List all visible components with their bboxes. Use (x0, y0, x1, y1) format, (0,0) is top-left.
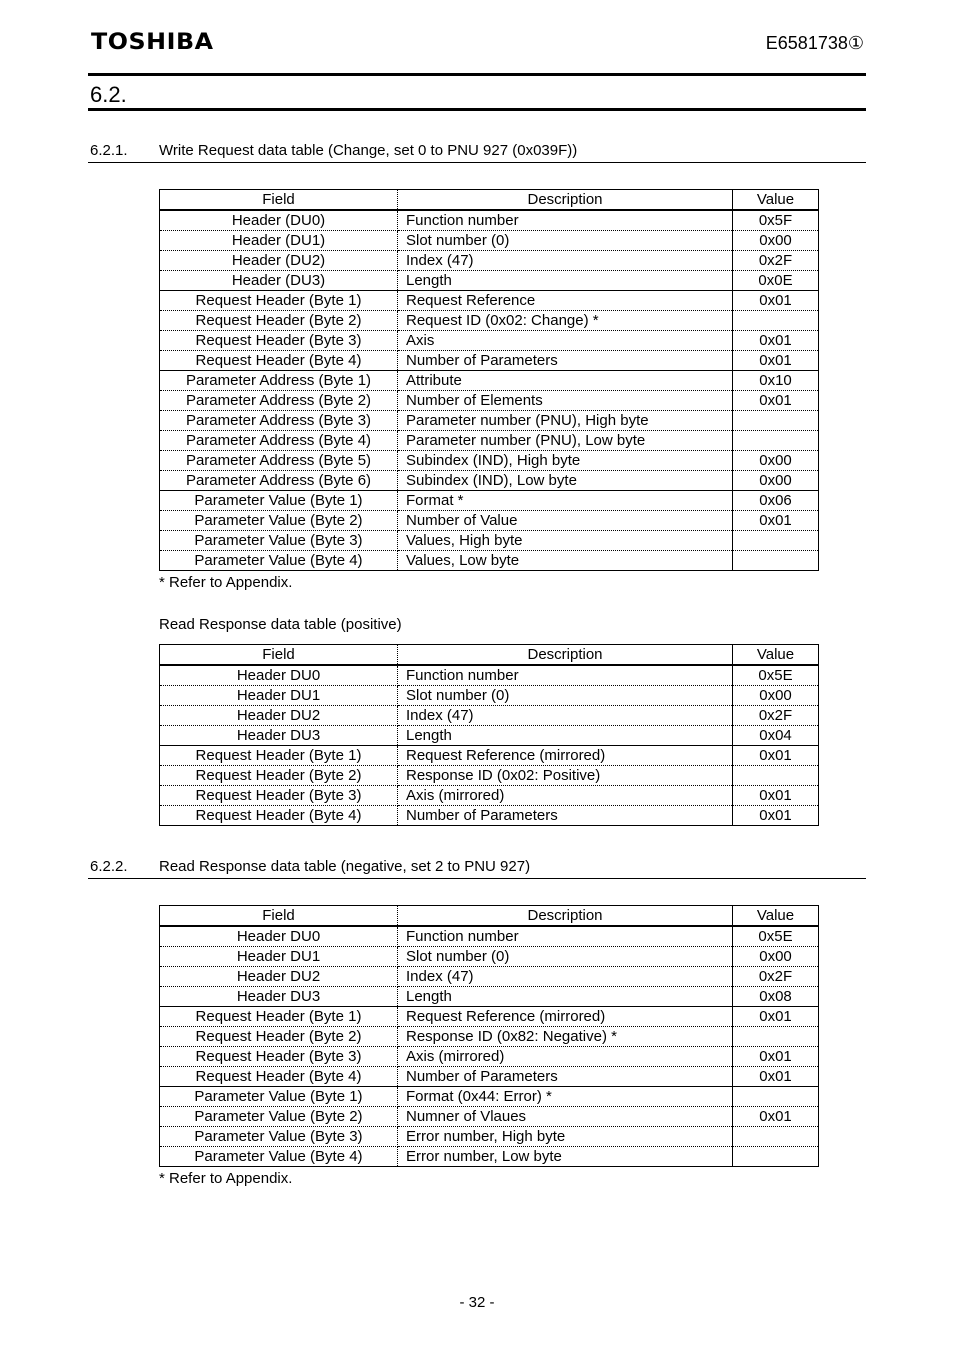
description-cell: Error number, Low byte (398, 1147, 733, 1167)
value-cell: 0x2F (733, 706, 819, 726)
table-row (160, 271, 819, 291)
table-row (160, 1087, 819, 1107)
value-cell (733, 431, 819, 451)
description-cell: Axis (mirrored) (398, 786, 733, 806)
value-cell: 0x2F (733, 967, 819, 987)
value-cell: 0x00 (733, 471, 819, 491)
value-cell: 0x04 (733, 726, 819, 746)
column-header-value: Value (733, 906, 819, 927)
column-header-value: Value (733, 190, 819, 211)
subsection-number: 6.2.1. (90, 142, 128, 159)
value-cell: 0x01 (733, 511, 819, 531)
table-row (160, 331, 819, 351)
description-cell: Subindex (IND), High byte (398, 451, 733, 471)
field-cell: Parameter Address (Byte 1) (160, 371, 398, 391)
table-row (160, 746, 819, 766)
table-row (160, 665, 819, 686)
field-cell: Header (DU3) (160, 271, 398, 291)
description-cell: Values, Low byte (398, 551, 733, 571)
field-cell: Header DU1 (160, 947, 398, 967)
description-cell: Length (398, 987, 733, 1007)
page-number: - 32 - (459, 1294, 495, 1311)
subsection-heading-1 (90, 142, 577, 159)
description-cell: Parameter number (PNU), Low byte (398, 431, 733, 451)
table-row (160, 531, 819, 551)
read-response-negative-table (159, 905, 819, 1167)
table-row (160, 511, 819, 531)
table-row (160, 411, 819, 431)
subsection-title: Write Request data table (Change, set 0 to PNU 927 (0x039F)) (159, 142, 578, 159)
field-cell: Header (DU2) (160, 251, 398, 271)
field-cell: Request Header (Byte 1) (160, 291, 398, 311)
value-cell: 0x00 (733, 231, 819, 251)
value-cell: 0x01 (733, 746, 819, 766)
table-row (160, 926, 819, 947)
description-cell: Function number (398, 210, 733, 231)
value-cell: 0x08 (733, 987, 819, 1007)
table-row (160, 391, 819, 411)
value-cell: 0x01 (733, 1107, 819, 1127)
field-cell: Request Header (Byte 4) (160, 351, 398, 371)
column-header-field: Field (160, 906, 398, 927)
header-rule (88, 73, 866, 76)
field-cell: Request Header (Byte 2) (160, 311, 398, 331)
value-cell: 0x00 (733, 686, 819, 706)
field-cell: Parameter Address (Byte 4) (160, 431, 398, 451)
table-row (160, 1107, 819, 1127)
description-cell: Number of Elements (398, 391, 733, 411)
field-cell: Parameter Value (Byte 1) (160, 1087, 398, 1107)
column-header-description: Description (398, 190, 733, 211)
description-cell: Numner of Vlaues (398, 1107, 733, 1127)
value-cell: 0x01 (733, 786, 819, 806)
value-cell: 0x01 (733, 391, 819, 411)
table-row (160, 210, 819, 231)
field-cell: Request Header (Byte 3) (160, 1047, 398, 1067)
table-row (160, 766, 819, 786)
column-header-description: Description (398, 645, 733, 666)
table-row (160, 686, 819, 706)
description-cell: Slot number (0) (398, 231, 733, 251)
description-cell: Format * (398, 491, 733, 511)
field-cell: Header (DU1) (160, 231, 398, 251)
description-cell: Subindex (IND), Low byte (398, 471, 733, 491)
field-cell: Parameter Value (Byte 4) (160, 1147, 398, 1167)
value-cell (733, 1127, 819, 1147)
description-cell: Format (0x44: Error) * (398, 1087, 733, 1107)
field-cell: Parameter Value (Byte 3) (160, 531, 398, 551)
table-row (160, 351, 819, 371)
description-cell: Function number (398, 665, 733, 686)
toshiba-logo: TOSHIBA (91, 30, 214, 55)
value-cell: 0x01 (733, 1047, 819, 1067)
field-cell: Request Header (Byte 4) (160, 1067, 398, 1087)
description-cell: Axis (398, 331, 733, 351)
value-cell: 0x01 (733, 1007, 819, 1027)
table-row (160, 471, 819, 491)
field-cell: Header DU3 (160, 726, 398, 746)
field-cell: Header DU3 (160, 987, 398, 1007)
table-row (160, 1027, 819, 1047)
value-cell: 0x10 (733, 371, 819, 391)
table-row (160, 967, 819, 987)
field-cell: Header (DU0) (160, 210, 398, 231)
subsection-rule (88, 162, 866, 163)
field-cell: Header DU0 (160, 665, 398, 686)
subsection-number: 6.2.2. (90, 858, 128, 875)
value-cell: 0x5E (733, 665, 819, 686)
description-cell: Number of Parameters (398, 806, 733, 826)
table-row (160, 987, 819, 1007)
write-request-table (159, 189, 819, 571)
description-cell: Parameter number (PNU), High byte (398, 411, 733, 431)
table-row (160, 947, 819, 967)
field-cell: Parameter Value (Byte 4) (160, 551, 398, 571)
value-cell: 0x5E (733, 926, 819, 947)
field-cell: Request Header (Byte 1) (160, 746, 398, 766)
field-cell: Parameter Value (Byte 2) (160, 1107, 398, 1127)
table-row (160, 291, 819, 311)
value-cell (733, 311, 819, 331)
field-cell: Request Header (Byte 2) (160, 1027, 398, 1047)
table-row (160, 491, 819, 511)
table-row (160, 1067, 819, 1087)
appendix-note: * Refer to Appendix. (159, 574, 293, 591)
description-cell: Index (47) (398, 706, 733, 726)
table-row (160, 431, 819, 451)
description-cell: Attribute (398, 371, 733, 391)
subsection-heading-2 (90, 858, 530, 875)
value-cell: 0x00 (733, 451, 819, 471)
description-cell: Function number (398, 926, 733, 947)
table-caption: Read Response data table (positive) (159, 616, 402, 633)
document-number: E6581738① (765, 33, 864, 53)
description-cell: Error number, High byte (398, 1127, 733, 1147)
table-row (160, 371, 819, 391)
appendix-note: * Refer to Appendix. (159, 1170, 293, 1187)
value-cell: 0x0E (733, 271, 819, 291)
value-cell (733, 551, 819, 571)
value-cell: 0x5F (733, 210, 819, 231)
description-cell: Response ID (0x82: Negative) * (398, 1027, 733, 1047)
table-row (160, 551, 819, 571)
table-row (160, 786, 819, 806)
description-cell: Axis (mirrored) (398, 1047, 733, 1067)
table-row (160, 311, 819, 331)
field-cell: Parameter Value (Byte 3) (160, 1127, 398, 1147)
table-row (160, 806, 819, 826)
section-rule (88, 108, 866, 111)
description-cell: Index (47) (398, 251, 733, 271)
table-row (160, 451, 819, 471)
field-cell: Parameter Address (Byte 5) (160, 451, 398, 471)
field-cell: Parameter Address (Byte 6) (160, 471, 398, 491)
value-cell (733, 1147, 819, 1167)
field-cell: Request Header (Byte 1) (160, 1007, 398, 1027)
field-cell: Request Header (Byte 3) (160, 331, 398, 351)
table-row (160, 706, 819, 726)
value-cell (733, 531, 819, 551)
value-cell (733, 1027, 819, 1047)
column-header-field: Field (160, 190, 398, 211)
description-cell: Request Reference (398, 291, 733, 311)
read-response-positive-table (159, 644, 819, 826)
field-cell: Parameter Address (Byte 2) (160, 391, 398, 411)
description-cell: Slot number (0) (398, 686, 733, 706)
field-cell: Header DU0 (160, 926, 398, 947)
column-header-field: Field (160, 645, 398, 666)
table-row (160, 1047, 819, 1067)
description-cell: Request Reference (mirrored) (398, 746, 733, 766)
description-cell: Number of Parameters (398, 1067, 733, 1087)
description-cell: Response ID (0x02: Positive) (398, 766, 733, 786)
table-row (160, 231, 819, 251)
value-cell: 0x01 (733, 351, 819, 371)
table-row (160, 1127, 819, 1147)
value-cell: 0x01 (759, 807, 792, 824)
value-cell (733, 766, 819, 786)
subsection-rule (88, 878, 866, 879)
description-cell: Number of Parameters (398, 351, 733, 371)
field-cell: Parameter Value (Byte 2) (160, 511, 398, 531)
field-cell: Request Header (Byte 2) (160, 766, 398, 786)
value-cell: 0x01 (733, 331, 819, 351)
value-cell: 0x2F (733, 251, 819, 271)
field-cell: Parameter Address (Byte 3) (160, 411, 398, 431)
section-title: 6.2. (90, 82, 127, 107)
description-cell: Slot number (0) (398, 947, 733, 967)
value-cell: 0x06 (733, 491, 819, 511)
description-cell: Length (398, 726, 733, 746)
value-cell (733, 1087, 819, 1107)
table-row (160, 726, 819, 746)
column-header-description: Description (398, 906, 733, 927)
subsection-title: Read Response data table (negative, set 2 to PNU 927) (159, 858, 531, 875)
field-cell: Header DU2 (160, 706, 398, 726)
field-cell: Request Header (Byte 3) (160, 786, 398, 806)
description-cell: Index (47) (398, 967, 733, 987)
value-cell: 0x01 (733, 291, 819, 311)
description-cell: Values, High byte (398, 531, 733, 551)
value-cell: 0x01 (733, 1067, 819, 1087)
table-row (160, 1147, 819, 1167)
description-cell: Length (398, 271, 733, 291)
table-row (160, 251, 819, 271)
field-cell: Request Header (Byte 4) (160, 806, 398, 826)
value-cell (733, 411, 819, 431)
field-cell: Header DU2 (160, 967, 398, 987)
field-cell: Parameter Value (Byte 1) (160, 491, 398, 511)
description-cell: Number of Value (398, 511, 733, 531)
table-row (160, 1007, 819, 1027)
description-cell: Request ID (0x02: Change) * (398, 311, 733, 331)
field-cell: Header DU1 (160, 686, 398, 706)
value-cell: 0x00 (733, 947, 819, 967)
column-header-value: Value (733, 645, 819, 666)
description-cell: Request Reference (mirrored) (398, 1007, 733, 1027)
